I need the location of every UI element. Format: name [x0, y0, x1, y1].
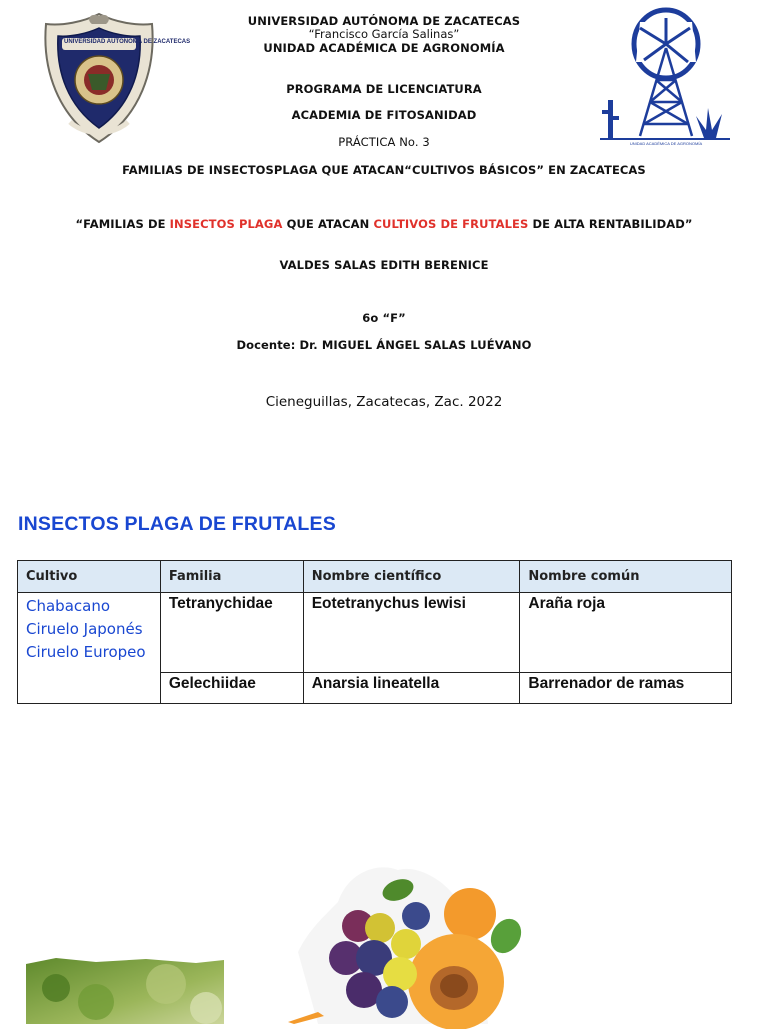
header-nombre-comun: Nombre común [520, 561, 732, 593]
teacher: Docente: Dr. MIGUEL ÁNGEL SALAS LUÉVANO [236, 338, 532, 352]
academy-name: ACADEMIA DE FITOSANIDAD [291, 108, 477, 122]
practice-number: PRÁCTICA No. 3 [338, 135, 430, 149]
group: 6o “F” [362, 311, 406, 325]
student-name: VALDES SALAS EDITH BERENICE [279, 258, 489, 272]
work-title-highlight-insects: INSECTOS PLAGA [169, 217, 283, 231]
university-name: UNIVERSIDAD AUTÓNOMA DE ZACATECAS [247, 14, 521, 28]
table-row [18, 593, 732, 673]
university-subtitle: “Francisco García Salinas” [308, 27, 460, 41]
section-title: INSECTOS PLAGA DE FRUTALES [18, 513, 336, 535]
crop-ciruelo-japones: Ciruelo Japonés [26, 620, 143, 638]
work-title-part5: DE ALTA RENTABILIDAD” [528, 217, 693, 231]
crop-chabacano: Chabacano [26, 597, 111, 615]
header-familia: Familia [160, 561, 303, 593]
course-title: FAMILIAS DE INSECTOSPLAGA QUE ATACAN“CULTIVOS BÁSICOS” EN ZACATECAS [122, 163, 646, 177]
pests-table [17, 560, 732, 704]
table-header-row [18, 561, 732, 593]
header-cultivo: Cultivo [18, 561, 161, 593]
work-title-part3: QUE ATACAN [282, 217, 374, 231]
comun-cell: Araña roja [520, 593, 732, 673]
orchard-photo [26, 958, 224, 1024]
comun-cell: Barrenador de ramas [520, 673, 732, 704]
fruits-collage [288, 862, 530, 1024]
program-name: PROGRAMA DE LICENCIATURA [286, 82, 482, 96]
unit-name: UNIDAD ACADÉMICA DE AGRONOMÍA [263, 41, 505, 55]
work-title-highlight-crops: CULTIVOS DE FRUTALES [373, 217, 529, 231]
work-title [0, 217, 768, 231]
cientifico-cell: Eotetranychus lewisi [303, 593, 520, 673]
cientifico-cell: Anarsia lineatella [303, 673, 520, 704]
place-date: Cieneguillas, Zacatecas, Zac. 2022 [265, 394, 503, 410]
familia-cell: Gelechiidae [160, 673, 303, 704]
left-logo-text: UNIVERSIDAD AUTÓNOMA DE ZACATECAS [64, 39, 191, 45]
crop-ciruelo-europeo: Ciruelo Europeo [26, 643, 146, 661]
work-title-part1: “FAMILIAS DE [75, 217, 170, 231]
crops-cell [18, 593, 161, 704]
familia-cell: Tetranychidae [160, 593, 303, 673]
right-logo-text: UNIDAD ACADÉMICA DE AGRONOMÍA [629, 141, 703, 146]
header-nombre-cientifico: Nombre científico [303, 561, 520, 593]
